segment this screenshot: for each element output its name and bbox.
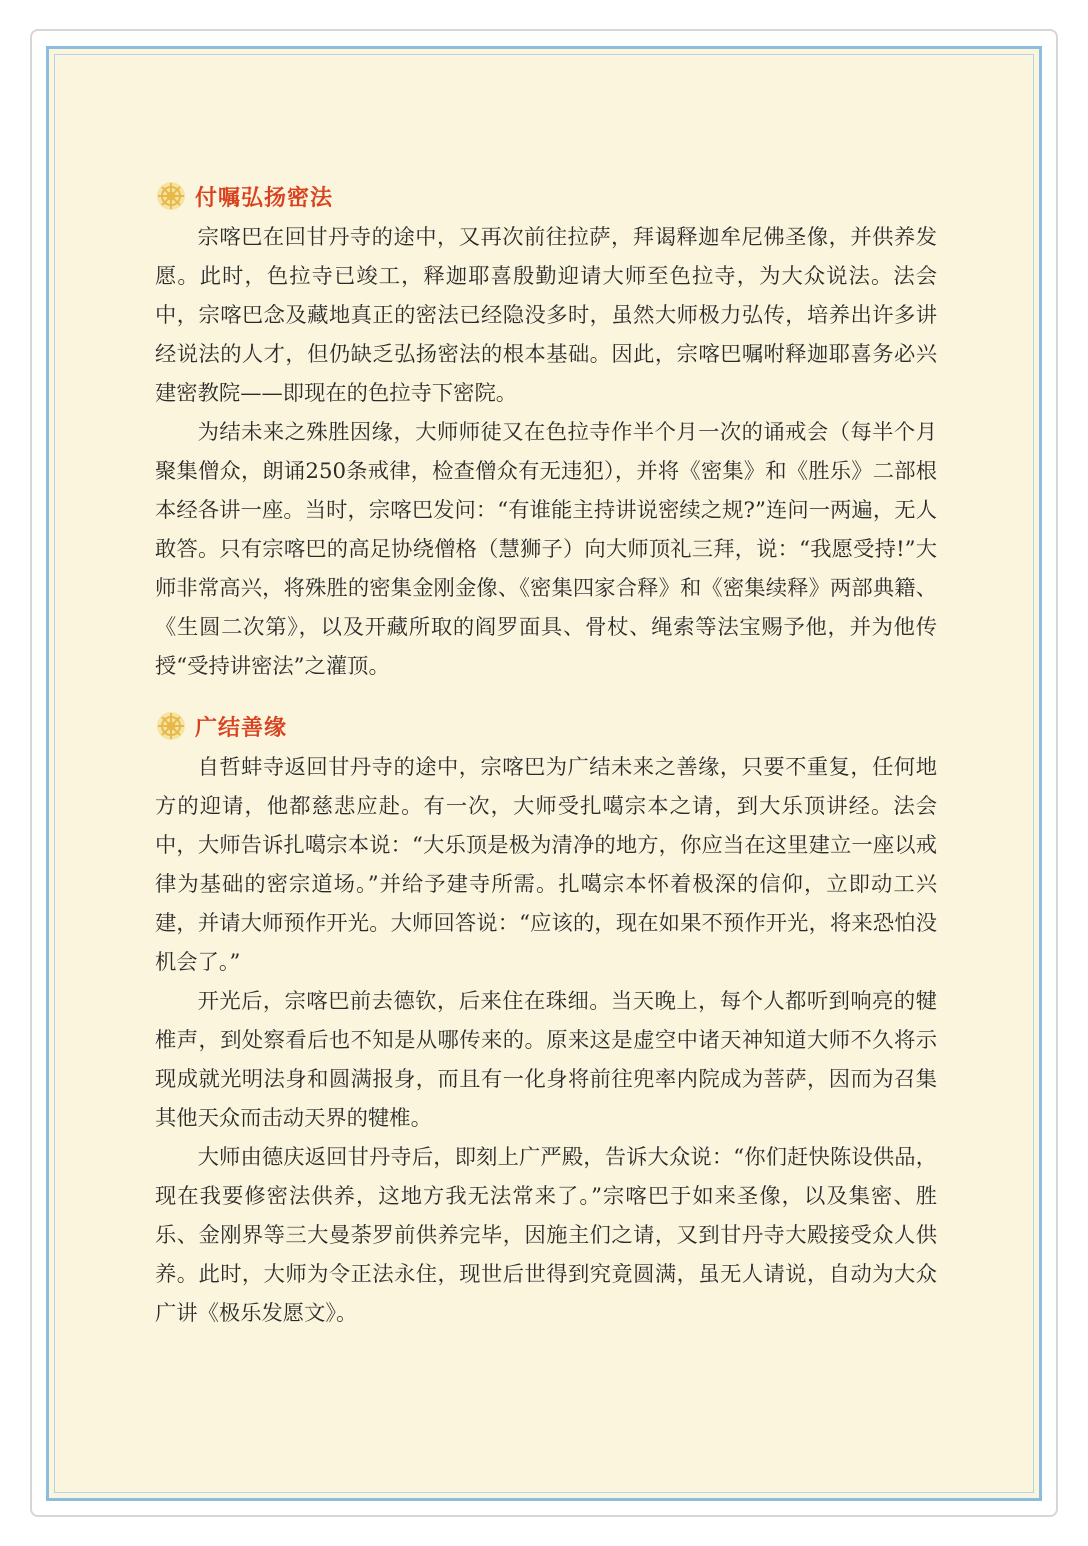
paragraph: 为结未来之殊胜因缘，大师师徒又在色拉寺作半个月一次的诵戒会（每半个月聚集僧众，朗诵250条戒律，检查僧众有无违犯），并将《密集》和《胜乐》二部根本经各讲一座。当时，宗喀巴发问：“有谁能主持讲说密续之规?”连问一两遍，无人敢答。只有宗喀巴的高足协绕僧格（慧狮子）向大师顶礼三拜，说：“我愿受持!”大师非常高兴，将殊胜的密集金刚金像、《密集四家合释》和《密集续释》两部典籍、《生圆二次第》，以及开藏所取的阎罗面具、骨杖、绳索等法宝赐予他，并为他传授“受持讲密法”之灌顶。 xyxy=(155,420,937,679)
paragraph: 宗喀巴在回甘丹寺的途中，又再次前往拉萨，拜谒释迦牟尼佛圣像，并供养发愿。此时，色拉寺已竣工，释迦耶喜殷勤迎请大师至色拉寺，为大众说法。法会中，宗喀巴念及藏地真正的密法已经隐没多时，虽然大师极力弘传，培养出许多讲经说法的人才，但仍缺乏弘扬密法的根本基础。因此，宗喀巴嘱咐释迦耶喜务必兴建密教院——即现在的色拉寺下密院。 xyxy=(155,225,937,406)
section-heading-text: 广结善缘 xyxy=(195,715,288,741)
paragraph: 开光后，宗喀巴前去德钦，后来住在珠细。当天晚上，每个人都听到响亮的犍椎声，到处察看后也不知是从哪传来的。原来这是虚空中诸天神知道大师不久将示现成就光明法身和圆满报身，而且有一化身将前往兜率内院成为菩萨，因而为召集其他天众而击动天界的犍椎。 xyxy=(155,989,937,1131)
page-content xyxy=(155,178,937,1333)
golden-dharma-wheel-icon xyxy=(155,180,187,212)
golden-dharma-wheel-icon xyxy=(155,710,187,742)
paragraph: 大师由德庆返回甘丹寺后，即刻上广严殿，告诉大众说：“你们赶快陈设供品，现在我要修密法供养，这地方我无法常来了。”宗喀巴于如来圣像，以及集密、胜乐、金刚界等三大曼荼罗前供养完毕，因施主们之请，又到甘丹寺大殿接受众人供养。此时，大师为令正法永住，现世后世得到究竟圆满，虽无人请说，自动为大众广讲《极乐发愿文》。 xyxy=(155,1145,937,1326)
section-heading-entrust-tantra xyxy=(155,178,937,214)
section-heading-text: 付嘱弘扬密法 xyxy=(195,185,334,211)
section-heading-good-affinity xyxy=(155,708,937,744)
paragraph: 自哲蚌寺返回甘丹寺的途中，宗喀巴为广结未来之善缘，只要不重复，任何地方的迎请，他都慈悲应赴。有一次，大师受扎噶宗本之请，到大乐顶讲经。法会中，大师告诉扎噶宗本说：“大乐顶是极为清净的地方，你应当在这里建立一座以戒律为基础的密宗道场。”并给予建寺所需。扎噶宗本怀着极深的信仰，立即动工兴建，并请大师预作开光。大师回答说：“应该的，现在如果不预作开光，将来恐怕没机会了。” xyxy=(155,755,937,975)
